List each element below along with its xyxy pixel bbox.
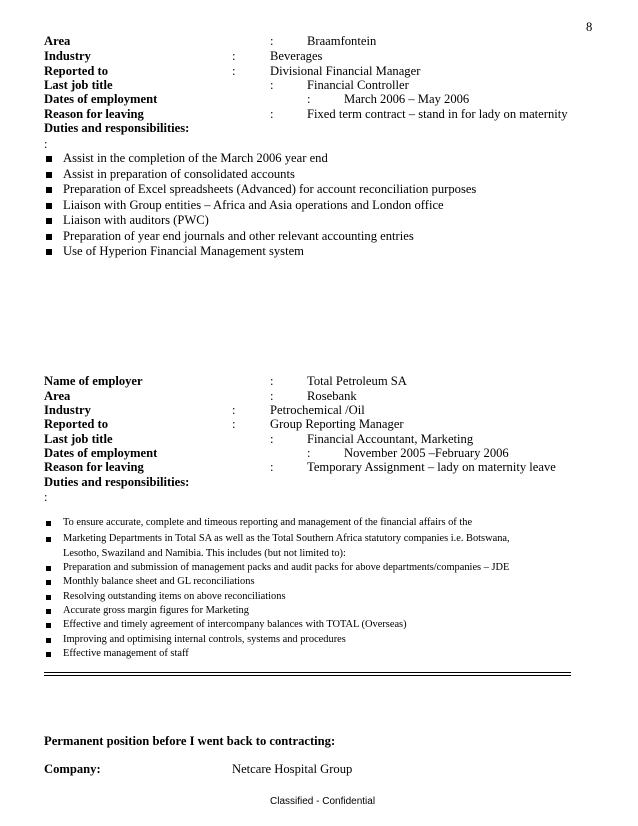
bullet-icon [46,595,51,600]
colon: : [307,92,311,106]
bullet-icon [46,187,52,193]
list-item: Monthly balance sheet and GL reconciliations [63,576,255,587]
bullet-icon [46,234,52,240]
colon: : [232,64,236,78]
value-reason-for-leaving: Fixed term contract – stand in for lady on maternity [307,107,568,121]
duties-colon: : [44,490,48,504]
value-last-job-title: Financial Controller [307,78,409,92]
label-last-job-title: Last job title [44,78,113,92]
label-dates-of-employment: Dates of employment [44,92,158,106]
colon: : [270,107,274,121]
list-item: Liaison with auditors (PWC) [63,213,209,227]
bullet-icon [46,203,52,209]
list-item: Improving and optimising internal controls, systems and procedures [63,634,346,645]
colon: : [307,446,311,460]
list-item: Preparation of Excel spreadsheets (Advanced) for account reconciliation purposes [63,182,477,196]
bullet-icon [46,218,52,224]
colon: : [270,78,274,92]
bullet-icon [46,609,51,614]
value-industry: Petrochemical /Oil [270,403,365,417]
label-last-job-title: Last job title [44,432,113,446]
list-item: To ensure accurate, complete and timeous reporting and management of the financial affairs of the [63,517,473,528]
label-area: Area [44,389,71,403]
list-item: Use of Hyperion Financial Management system [63,244,304,258]
list-item: Effective management of staff [63,648,189,659]
list-item: Liaison with Group entities – Africa and Asia operations and London office [63,198,444,212]
label-area: Area [44,34,71,48]
list-item: Marketing Departments in Total SA as well as the Total Southern Africa statutory companies i.e. Botswana, [63,533,510,544]
colon: : [270,432,274,446]
colon: : [270,374,274,388]
list-item: Effective and timely agreement of intercompany balances with TOTAL (Overseas) [63,619,407,630]
bullet-icon [46,537,51,542]
colon: : [232,403,236,417]
value-last-job-title: Financial Accountant, Marketing [307,432,474,446]
list-item: Assist in the completion of the March 2006 year end [63,151,328,165]
bullet-icon [46,172,52,178]
label-reason-for-leaving: Reason for leaving [44,460,144,474]
bullet-icon [46,249,52,255]
bullet-icon [46,156,52,162]
page-number: 8 [586,20,593,34]
colon: : [270,389,274,403]
colon: : [232,417,236,431]
list-item: Resolving outstanding items on above reconciliations [63,591,286,602]
bullet-icon [46,638,51,643]
label-industry: Industry [44,403,91,417]
bullet-icon [46,580,51,585]
section-heading: Permanent position before I went back to contracting: [44,734,336,748]
duties-colon: : [44,137,48,151]
value-dates-of-employment: November 2005 –February 2006 [344,446,509,460]
colon: : [270,460,274,474]
value-area: Rosebank [307,389,357,403]
value-reason-for-leaving: Temporary Assignment – lady on maternity leave [307,460,556,474]
bullet-icon [46,652,51,657]
bullet-icon [46,521,51,526]
label-reported-to: Reported to [44,64,109,78]
value-reported-to: Divisional Financial Manager [270,64,421,78]
label-name-of-employer: Name of employer [44,374,143,388]
label-reported-to: Reported to [44,417,109,431]
label-company: Company: [44,762,101,776]
footer-classification: Classified - Confidential [270,796,376,807]
label-dates-of-employment: Dates of employment [44,446,158,460]
list-item: Accurate gross margin figures for Marketing [63,605,249,616]
label-industry: Industry [44,49,91,63]
list-item: Preparation and submission of management packs and audit packs for above departments/companies – JDE [63,562,510,573]
bullet-icon [46,623,51,628]
list-item: Preparation of year end journals and other relevant accounting entries [63,229,414,243]
colon: : [270,34,274,48]
value-company: Netcare Hospital Group [232,762,353,776]
label-reason-for-leaving: Reason for leaving [44,107,144,121]
value-area: Braamfontein [307,34,377,48]
value-reported-to: Group Reporting Manager [270,417,404,431]
section-divider [44,675,571,676]
value-name-of-employer: Total Petroleum SA [307,374,407,388]
colon: : [232,49,236,63]
bullet-icon [46,566,51,571]
value-dates-of-employment: March 2006 – May 2006 [344,92,470,106]
duties-heading: Duties and responsibilities: [44,475,190,489]
duties-heading: Duties and responsibilities: [44,121,190,135]
list-item-continuation: Lesotho, Swaziland and Namibia. This includes (but not limited to): [63,548,346,559]
section-divider [44,672,571,673]
list-item: Assist in preparation of consolidated accounts [63,167,295,181]
value-industry: Beverages [270,49,323,63]
